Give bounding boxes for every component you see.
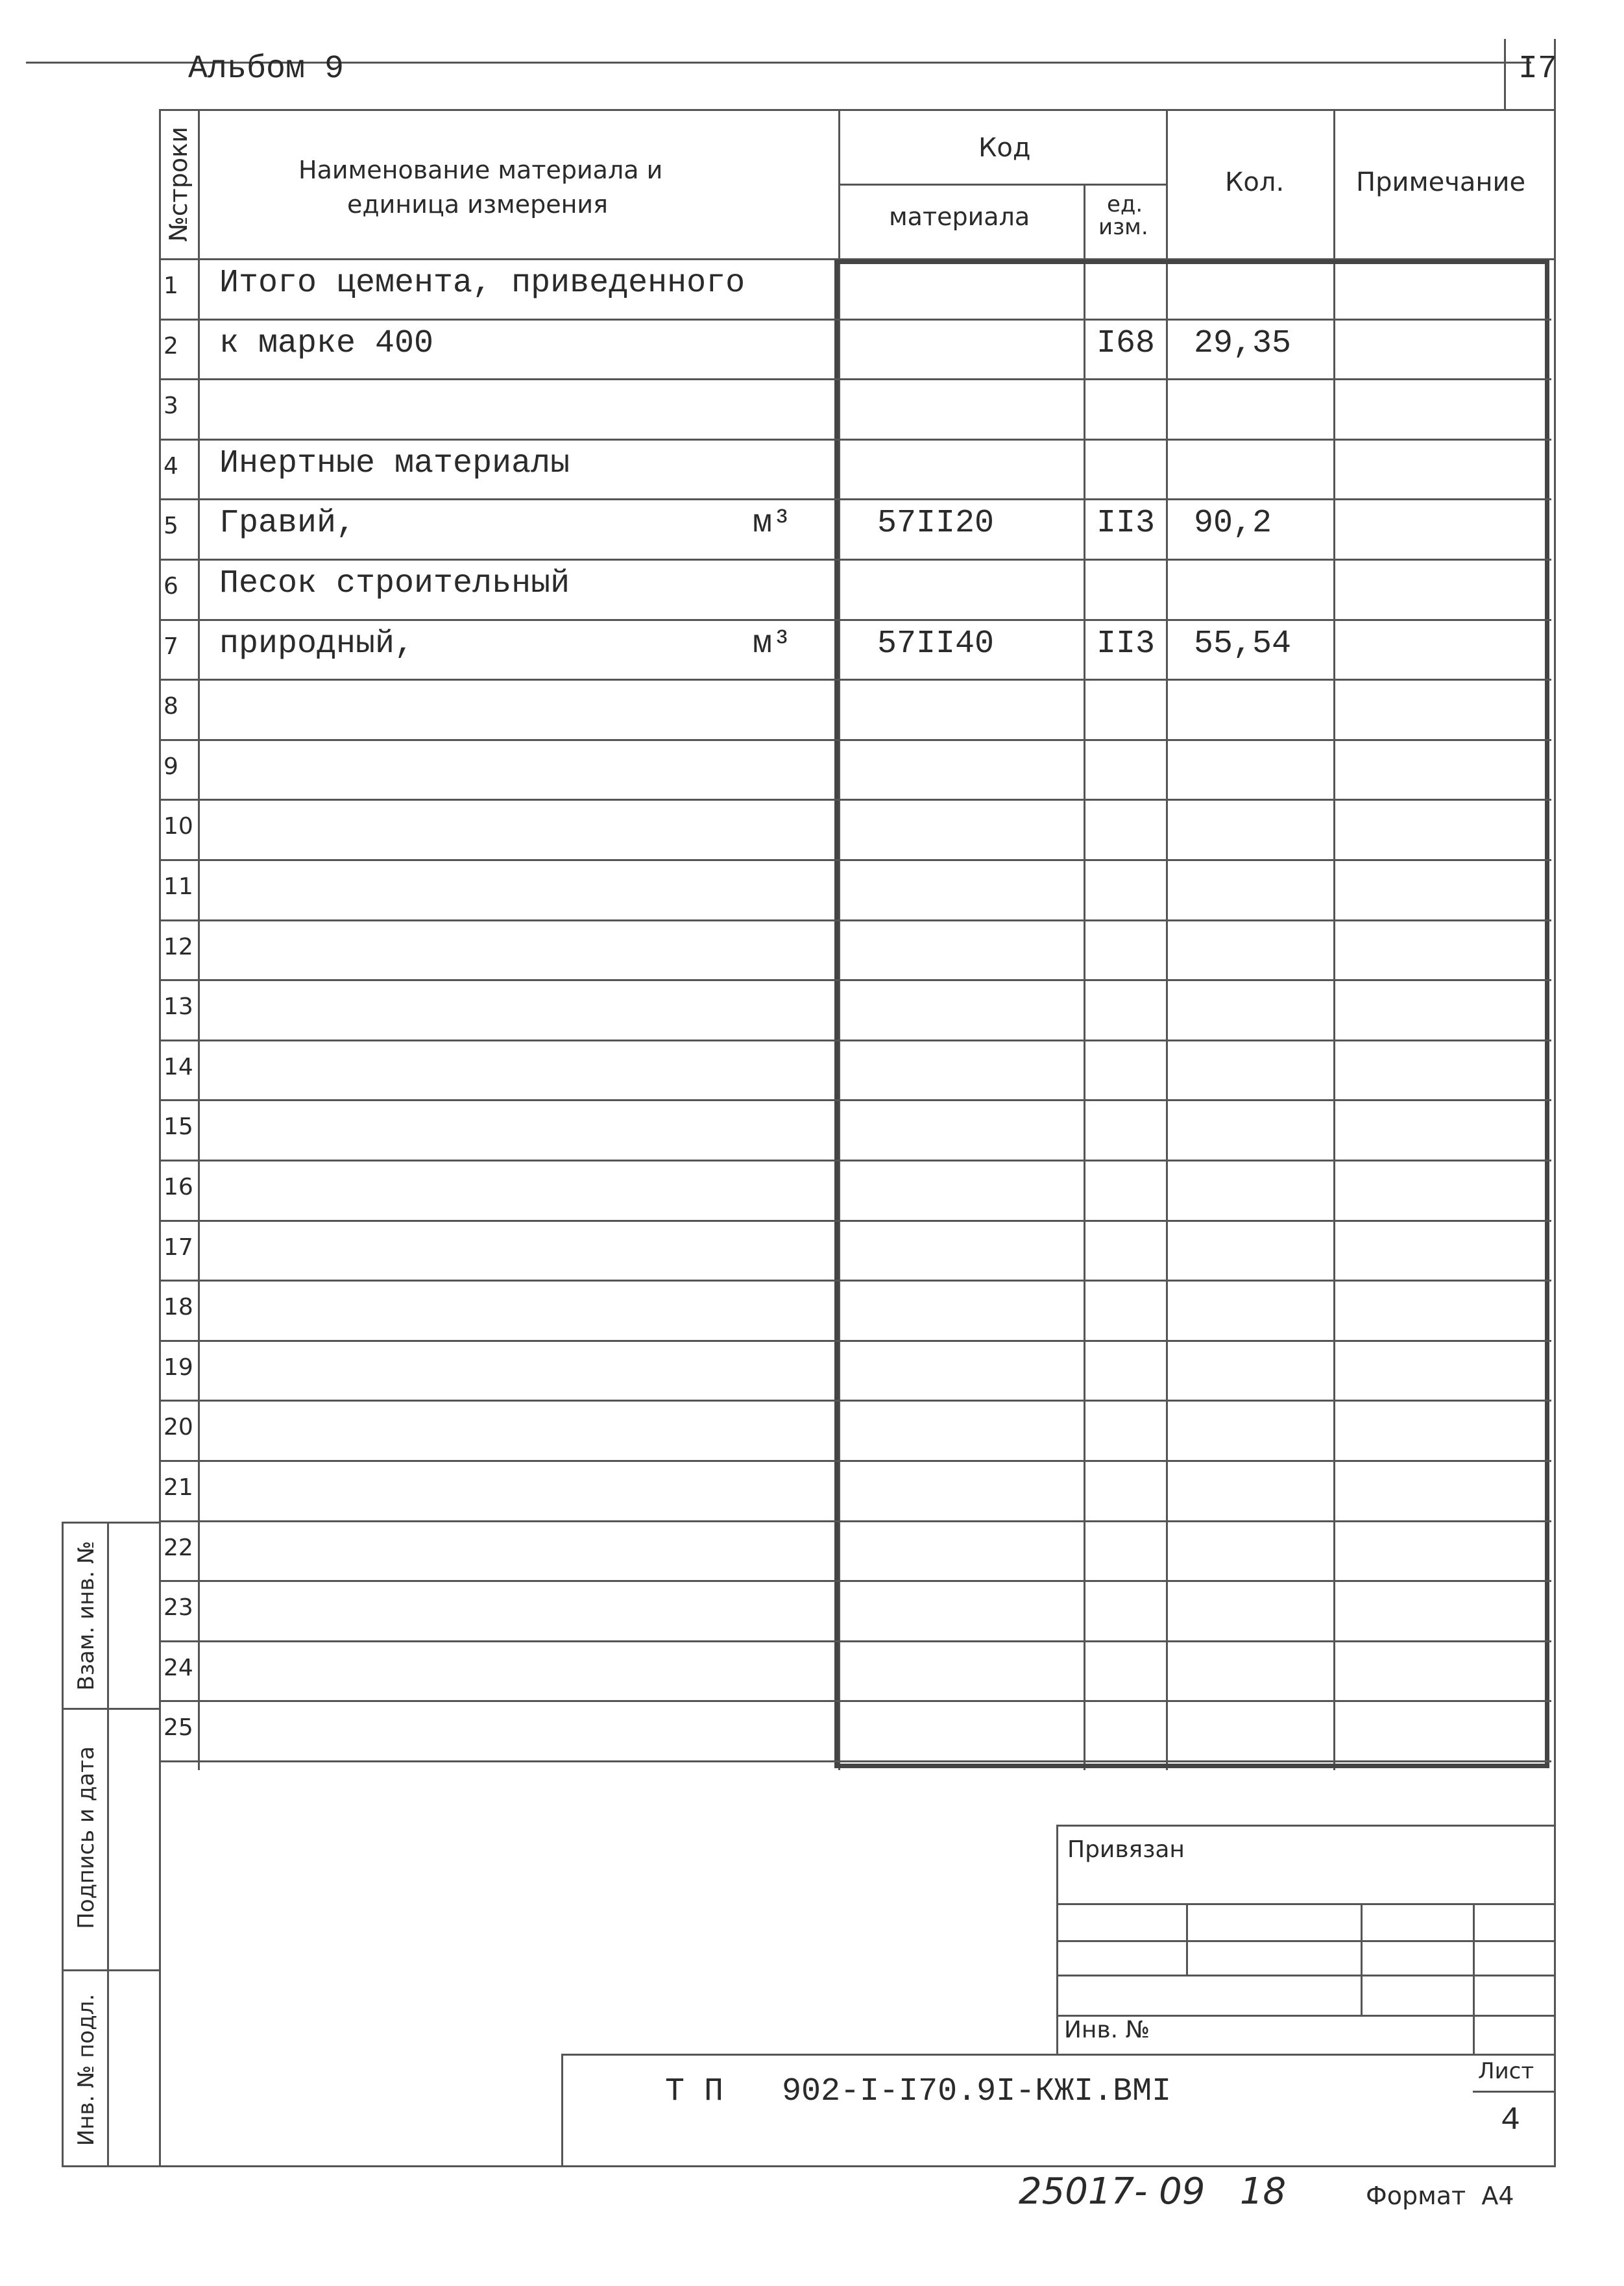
row-rule: [159, 1340, 1551, 1342]
row-unit-code: II3: [1097, 505, 1156, 542]
row-number: 18: [164, 1294, 193, 1320]
row-rule: [159, 799, 1551, 801]
row-number: 11: [164, 873, 193, 900]
row-rule: [159, 1760, 1551, 1762]
data-block-border: [834, 260, 1549, 1768]
row-quantity: 29,35: [1194, 325, 1292, 362]
row-number: 12: [164, 934, 193, 960]
row-number: 1: [164, 273, 178, 299]
row-material-code: 57II40: [877, 626, 995, 663]
stamp-top: [1056, 1825, 1555, 1827]
stamp-rule2: [1056, 1940, 1555, 1942]
row-number: 22: [164, 1535, 193, 1561]
row-rule: [159, 1520, 1551, 1522]
row-unit: м³: [753, 505, 792, 542]
frame-left: [159, 109, 161, 2167]
code-material-header: материала: [889, 202, 1030, 231]
row-number: 16: [164, 1174, 193, 1200]
row-number: 2: [164, 333, 178, 359]
row-rule: [159, 1700, 1551, 1702]
row-unit: м³: [753, 626, 792, 663]
row-rule: [159, 979, 1551, 981]
row-number: 10: [164, 813, 193, 840]
sheet-number-top: I7: [1518, 51, 1558, 88]
handwritten-number: 25017- 09 18: [1019, 2170, 1287, 2213]
list-number: 4: [1501, 2102, 1521, 2139]
row-material-name: Гравий,: [219, 505, 356, 542]
podpis-data-label: Подпись и дата: [73, 1746, 99, 1929]
stamp-rule1: [1056, 1903, 1555, 1905]
side-strip-left: [62, 1522, 64, 2167]
list-label: Лист: [1478, 2058, 1534, 2084]
row-number: 13: [164, 993, 193, 1020]
row-number: 3: [164, 393, 178, 419]
album-title: Альбом 9: [188, 51, 345, 88]
row-rule: [159, 1400, 1551, 1402]
row-number: 24: [164, 1655, 193, 1681]
qty-header: Кол.: [1225, 167, 1285, 197]
row-number: 17: [164, 1234, 193, 1261]
row-number: 14: [164, 1054, 193, 1080]
row-number: 21: [164, 1474, 193, 1501]
stamp-col1: [1186, 1903, 1188, 1976]
rownum-header: №строки: [164, 127, 193, 242]
name-header-line1: Наименование материала и: [298, 156, 663, 184]
list-label-rule: [1473, 2091, 1555, 2093]
stamp-rule3: [1056, 1975, 1555, 1976]
row-rule: [159, 619, 1551, 621]
vzam-inv-label: Взам. инв. №: [73, 1540, 99, 1691]
sheet-box-left: [1504, 39, 1506, 110]
format-label: Формат А4: [1366, 2182, 1514, 2210]
row-number: 25: [164, 1714, 193, 1741]
stamp-inv-label: Инв. №: [1064, 2017, 1150, 2043]
note-header: Примечание: [1356, 167, 1526, 197]
row-unit-code: II3: [1097, 626, 1156, 663]
row-material-name: Песок строительный: [219, 565, 570, 602]
frame-right: [1554, 39, 1556, 2167]
document-designation: Т П 902-I-I70.9I-КЖI.ВМI: [665, 2073, 1172, 2110]
row-number: 20: [164, 1414, 193, 1441]
row-rule: [159, 498, 1551, 500]
name-header-line2: единица измерения: [347, 190, 608, 219]
row-rule: [159, 1580, 1551, 1582]
row-unit-code: I68: [1097, 325, 1156, 362]
row-material-name: Инертные материалы: [219, 445, 570, 482]
row-rule: [159, 679, 1551, 681]
row-number: 5: [164, 513, 178, 539]
privyazan-label: Привязан: [1067, 1836, 1185, 1863]
code-subheader-rule: [838, 184, 1166, 186]
row-number: 9: [164, 753, 178, 780]
row-material-code: 57II20: [877, 505, 995, 542]
row-rule: [159, 1099, 1551, 1101]
row-rule: [159, 1040, 1551, 1041]
title-block-left: [561, 2054, 563, 2167]
row-rule: [159, 739, 1551, 741]
inv-podl-label: Инв. № подл.: [73, 1993, 99, 2146]
code-unit-header-line1: ед.: [1107, 191, 1143, 217]
row-material-name: природный,: [219, 626, 415, 663]
row-quantity: 55,54: [1194, 626, 1292, 663]
row-number: 15: [164, 1113, 193, 1140]
row-number: 23: [164, 1594, 193, 1621]
row-rule: [159, 859, 1551, 861]
row-number: 8: [164, 693, 178, 720]
code-unit-header-line2: изм.: [1098, 214, 1148, 240]
row-material-name: к марке 400: [219, 325, 434, 362]
row-rule: [159, 378, 1551, 380]
frame-bottom: [62, 2165, 1555, 2167]
row-number: 19: [164, 1354, 193, 1381]
row-material-name: Итого цемента, приведенного: [219, 265, 745, 302]
title-block-top: [561, 2054, 1555, 2056]
row-number: 4: [164, 453, 178, 480]
code-header: Код: [978, 133, 1031, 163]
row-rule: [159, 1460, 1551, 1462]
row-number: 7: [164, 633, 178, 660]
stamp-col3: [1473, 1903, 1475, 2056]
stamp-col2: [1361, 1903, 1363, 2015]
row-rule: [159, 919, 1551, 921]
row-rule: [159, 439, 1551, 441]
row-number: 6: [164, 573, 178, 600]
side-strip-mid: [107, 1522, 109, 2167]
row-rule: [159, 1160, 1551, 1161]
side-strip-div2: [62, 1969, 160, 1971]
row-rule: [159, 1220, 1551, 1222]
row-rule: [159, 319, 1551, 321]
row-rule: [159, 559, 1551, 561]
row-rule: [159, 1280, 1551, 1282]
header-bottom-rule: [159, 109, 1555, 111]
row-rule: [159, 1640, 1551, 1642]
row-quantity: 90,2: [1194, 505, 1272, 542]
